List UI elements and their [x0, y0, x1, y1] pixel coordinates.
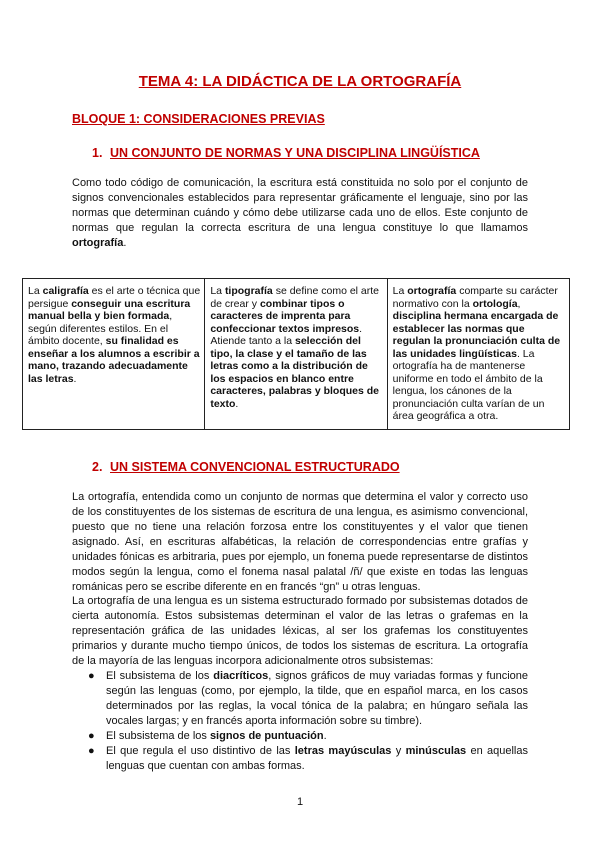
text-run: . La ortografía ha de mantenerse uniforme en todo el ámbito de la lengua, los cánones de la pronunciación culta varían de un área geográfica a otra. [392, 347, 545, 422]
list-item [72, 669, 528, 729]
comparison-table [22, 278, 570, 430]
bold-text: su finalidad es enseñar a los alumnos a escribir a mano, trazando adecuadamente las letras [28, 335, 200, 385]
text-run: . [123, 237, 127, 249]
text-run: El subsistema de los [106, 670, 214, 682]
section-2-heading [92, 460, 400, 474]
bullet-icon: ● [88, 730, 95, 742]
bold-text: tipografía [224, 285, 273, 297]
table-cell-caligrafia [23, 279, 205, 430]
text-run: El que regula el uso distintivo de las [106, 745, 295, 757]
text-run: en aquellas lenguas que cuentan con ambas formas. [106, 745, 528, 772]
text-run: . Atiende tanto a la [210, 322, 363, 347]
text-run: , según diferentes estilos. En el ámbito docente, [28, 310, 173, 347]
bold-text: conseguir una escritura manual bella y bien formada [28, 297, 191, 322]
text-run: Como todo código de comunicación, la escritura está constituida no solo por el conjunto de signos convencionales establecidos para representar gráficamente el lenguaje, sino por las normas que determinan cuándo y cómo debe utilizarse cada uno de ellos. Este conjunto de normas que regulan la correcta escritura de una lengua constituye lo que llamamos [72, 177, 528, 234]
bold-text: ortografía [72, 237, 124, 249]
subsystems-list [72, 669, 528, 774]
bold-text: ortografía [407, 285, 457, 297]
text-run: , [517, 297, 521, 310]
bold-text: caligrafía [42, 285, 89, 297]
section-2-paragraph-1 [72, 490, 528, 595]
table-cell-ortografia [387, 279, 569, 430]
list-item [72, 729, 528, 744]
list-item [72, 744, 528, 774]
bold-text: ortología [472, 297, 518, 310]
section-1-heading [92, 146, 480, 160]
section-2-number: 2. [92, 460, 103, 474]
table-cell-tipografia [205, 279, 387, 430]
bullet-icon: ● [88, 670, 95, 682]
bold-text: disciplina hermana encargada de establecer las normas que regulan la pronunciación culta de las unidades lingüísticas [392, 310, 561, 360]
text-run: se define como el arte de crear y [210, 285, 380, 310]
bold-text: letras mayúsculas [294, 745, 392, 757]
bold-text: signos de puntuación [209, 730, 324, 742]
text-run: La ortografía, entendida como un conjunto de normas que determina el valor y correcto uso de los constituyentes de los sistemas de escritura de una lengua, es asimismo convencional, puesto que no tiene una relación forzosa entre los constituyentes y el valor que tienen asignado. Así, en escrituras alfabéticas, la relación de correspondencias entre grafías y unidades fónicas es arbitraria, pues por ejemplo, un fonema puede representarse de distintos modos según la lengua, como el fonema nasal palatal /ñ/ que existe en todas las lenguas románicas pero se escribe diferente en en francés “gn” u otras lenguas. [72, 491, 528, 593]
section-2-paragraph-2 [72, 594, 528, 669]
text-run: . [323, 730, 327, 742]
block-title: BLOQUE 1: CONSIDERACIONES PREVIAS [72, 112, 325, 126]
page-number: 1 [296, 796, 304, 808]
section-1-number: 1. [92, 146, 103, 160]
document-title: TEMA 4: LA DIDÁCTICA DE LA ORTOGRAFÍA [138, 73, 462, 90]
text-run: La ortografía de una lengua es un sistema estructurado formado por subsistemas dotados de cierta autonomía. Estos subsistemas determinan el valor de las letras o grafemas en la representación gráfica de las unidades léxicas, al ser los grafemas los constituyentes primarios y durante mucho tiempo únicos, de todos los sistemas de escritura. La ortografía de la mayoría de las lenguas incorpora adicionalmente otros subsistemas: [72, 595, 528, 667]
text-run: , signos gráficos de muy variadas formas y funcione según las lenguas (como, por ejemplo, la tilde, que en español marca, en los casos determinados por las reglas, la vocal tónica de la palabra; en húngaro señala las vocales largas; y en francés aporta información sobre su timbre). [106, 670, 529, 727]
section-2-title: UN SISTEMA CONVENCIONAL ESTRUCTURADO [110, 460, 400, 474]
text-run: El subsistema de los [106, 730, 210, 742]
bold-text: selección del tipo, la clase y el tamaño de las letras como a la distribución de los espacios en blanco entre caracteres, palabras y bloques de texto [210, 335, 379, 410]
bullet-icon: ● [88, 745, 95, 757]
section-1-paragraph [72, 176, 528, 251]
text-run: La [392, 285, 408, 297]
table-row [23, 279, 570, 430]
text-run: comparte su carácter normativo con la [392, 285, 558, 310]
text-run: . [235, 397, 239, 410]
text-run: es el arte o técnica que persigue [28, 285, 201, 310]
bold-text: minúsculas [405, 745, 467, 757]
bold-text: diacríticos [213, 670, 269, 682]
section-1-title: UN CONJUNTO DE NORMAS Y UNA DISCIPLINA LINGÜÍSTICA [110, 146, 480, 160]
text-run: y [391, 745, 406, 757]
text-run: La [28, 285, 43, 297]
text-run: La [210, 285, 225, 297]
bold-text: combinar tipos o caracteres de imprenta para confeccionar textos impresos [210, 297, 360, 335]
text-run: . [73, 372, 77, 385]
